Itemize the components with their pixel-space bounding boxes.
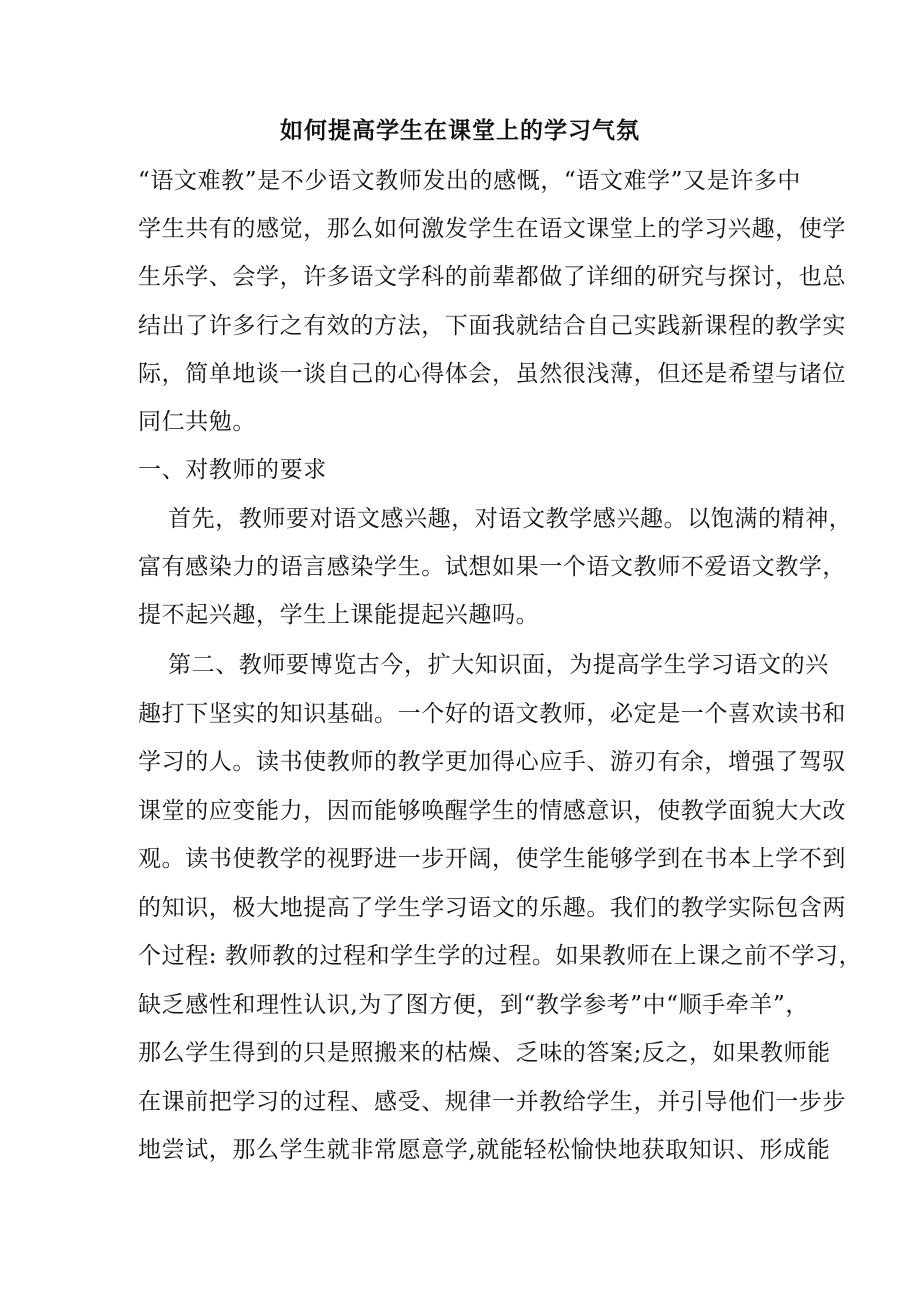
paragraph-line: 提不起兴趣，学生上课能提起兴趣吗。	[138, 602, 540, 628]
paragraph-line: 观。读书使教学的视野进一步开阔，使学生能够学到在书本上学不到	[138, 846, 846, 872]
paragraph-line: 同仁共勉。	[138, 409, 256, 435]
section-heading: 一、对教师的要求	[138, 457, 327, 483]
paragraph-line: 际，简单地谈一谈自己的心得体会，虽然很浅薄，但还是希望与诸位	[138, 361, 846, 387]
paragraph-line: 富有感染力的语言感染学生。试想如果一个语文教师不爱语文教学，	[138, 554, 846, 580]
paragraph-line: 结出了许多行之有效的方法，下面我就结合自己实践新课程的教学实	[138, 313, 846, 339]
document-title: 如何提高学生在课堂上的学习气氛	[280, 117, 640, 144]
paragraph-line: 学习的人。读书使教师的教学更加得心应手、游刃有余，增强了驾驭	[138, 749, 846, 775]
paragraph-line: 在课前把学习的过程、感受、规律一并教给学生，并引导他们一步步	[138, 1089, 846, 1115]
paragraph-line: 那么学生得到的只是照搬来的枯燥、乏味的答案;反之，如果教师能	[138, 1040, 831, 1066]
paragraph-line: 地尝试，那么学生就非常愿意学,就能轻松愉快地获取知识、形成能	[138, 1137, 831, 1163]
paragraph-line: 课堂的应变能力，因而能够唤醒学生的情感意识，使教学面貌大大改	[138, 798, 846, 824]
paragraph-line: 的知识，极大地提高了学生学习语文的乐趣。我们的教学实际包含两	[138, 895, 846, 921]
paragraph-line: 生乐学、会学，许多语文学科的前辈都做了详细的研究与探讨，也总	[138, 264, 846, 290]
paragraph-line: 第二、教师要博览古今，扩大知识面，为提高学生学习语文的兴	[168, 652, 829, 678]
paragraph-line: 趣打下坚实的知识基础。一个好的语文教师，必定是一个喜欢读书和	[138, 701, 846, 727]
paragraph-line: “语文难教”是不少语文教师发出的感慨，“语文难学”又是许多中	[138, 168, 802, 194]
paragraph-line: 首先，教师要对语文感兴趣，对语文教学感兴趣。以饱满的精神，	[168, 506, 853, 532]
paragraph-line: 缺乏感性和理性认识,为了图方便，到“教学参考”中“顺手牵羊”，	[138, 992, 809, 1018]
paragraph-line: 个过程: 教师教的过程和学生学的过程。如果教师在上课之前不学习，	[138, 943, 863, 969]
paragraph-line: 学生共有的感觉，那么如何激发学生在语文课堂上的学习兴趣，使学	[138, 216, 846, 242]
